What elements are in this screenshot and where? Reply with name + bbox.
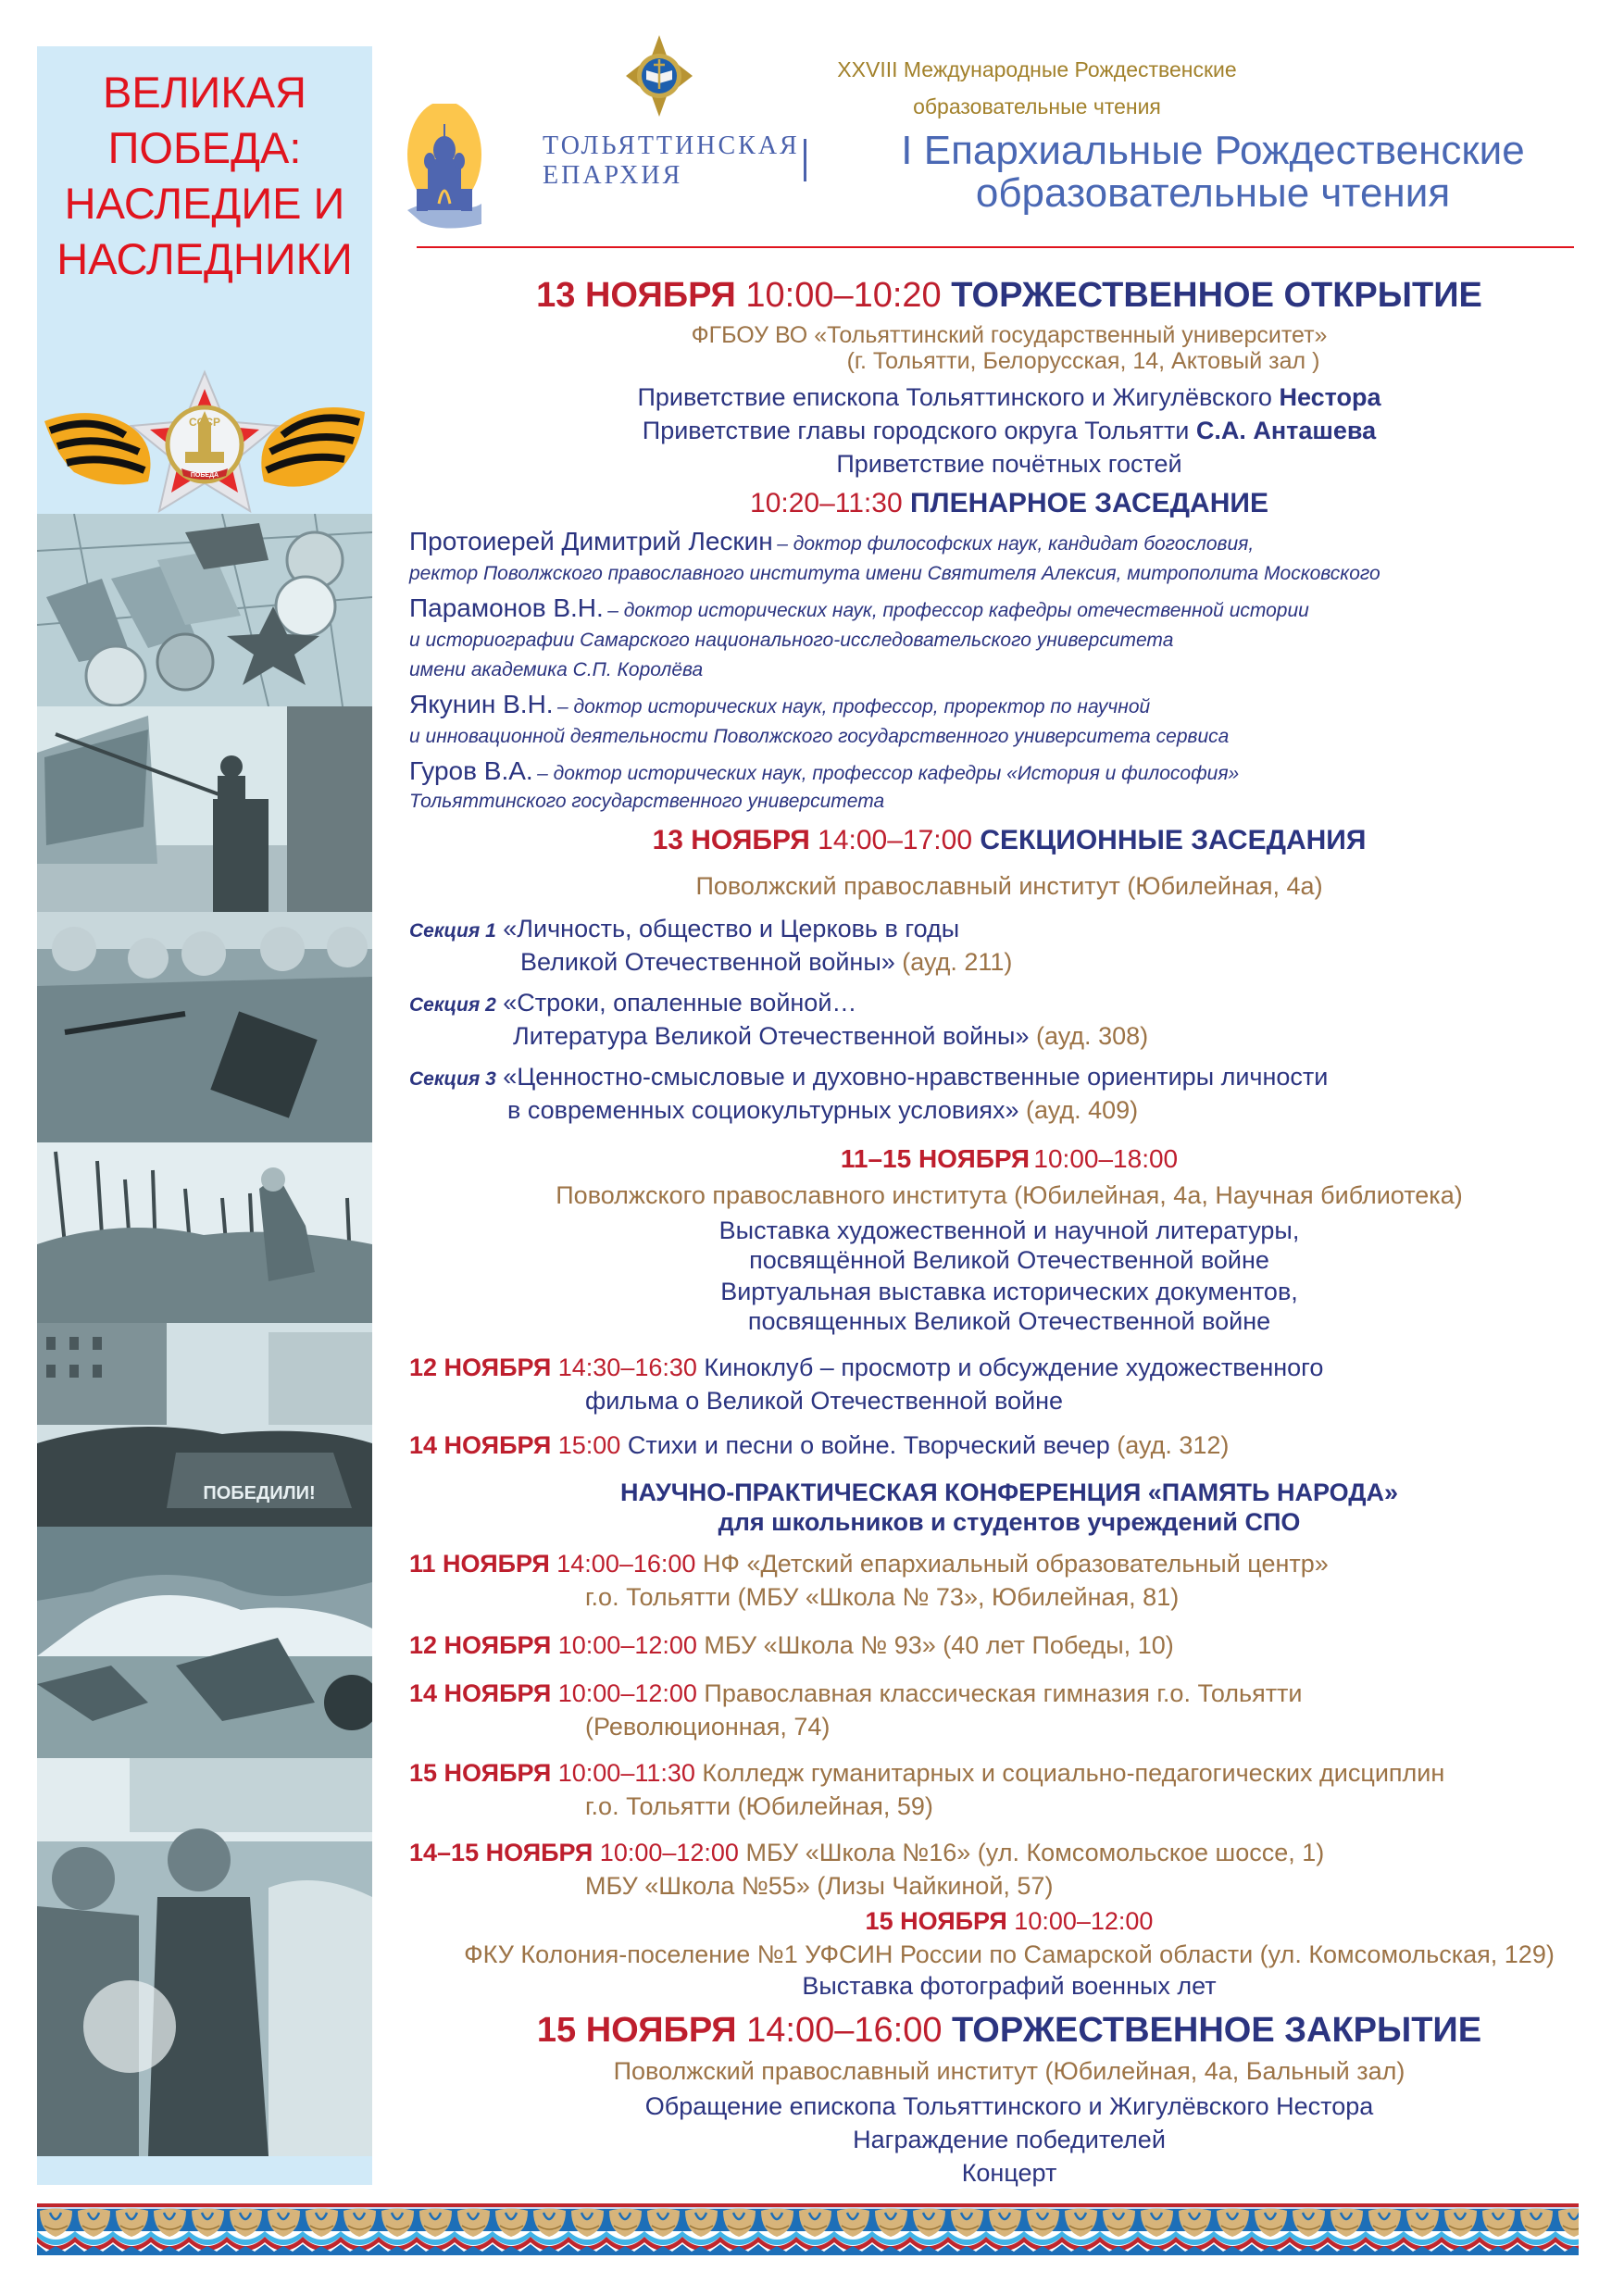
greeting-person: Нестора	[1279, 383, 1381, 411]
medal-top-text: СССР	[188, 416, 221, 429]
intl-readings-title-line1: XXVIII Международные Рождественские	[837, 57, 1237, 81]
exhibition-line: Виртуальная выставка исторических документов,	[720, 1278, 1298, 1305]
opening-venue: ФГБОУ ВО «Тольяттинский государственный университет»	[691, 322, 1328, 348]
section-room: (ауд. 211)	[902, 948, 1013, 976]
section-room: (ауд. 308)	[1036, 1022, 1149, 1050]
sidebar-title-line: ПОБЕДА:	[107, 123, 302, 172]
event-date: 15 НОЯБРЯ	[865, 1907, 1007, 1935]
header-divider	[804, 139, 806, 181]
section-item-cont	[507, 1094, 1138, 1126]
event-time: 10:00–10:20	[745, 276, 942, 315]
speaker-desc: имени академика С.П. Королёва	[409, 659, 704, 680]
plenary-heading	[407, 487, 1611, 520]
speaker-name: Протоиерей Димитрий Лескин	[409, 527, 773, 555]
diocese-cathedral-logo-icon	[407, 104, 481, 233]
closing-line: Награждение победителей	[853, 2126, 1166, 2153]
speaker-item	[409, 593, 1309, 624]
veterans-greeted-by-crowd-photo	[37, 1758, 372, 2156]
event-date: 14 НОЯБРЯ	[409, 1431, 552, 1459]
photo-exhibit-text: Выставка фотографий военных лет	[802, 1972, 1217, 2000]
exhibition-heading	[407, 1144, 1611, 1174]
event-venue: Православная классическая гимназия г.о. Тольятти	[704, 1679, 1303, 1707]
event-venue: МБУ «Школа №55» (Лизы Чайкиной, 57)	[585, 1872, 1054, 1900]
event-time: 10:00–12:00	[1014, 1907, 1154, 1935]
speaker-item	[409, 526, 1254, 557]
section-label: Секция 1	[409, 920, 496, 942]
poetry-item	[409, 1429, 1229, 1461]
section-title: «Личность, общество и Церковь в годы	[503, 915, 960, 942]
sidebar-title-line: ВЕЛИКАЯ	[103, 68, 306, 117]
diocese-name-line2: ЕПАРХИЯ	[543, 161, 683, 190]
event-time: 10:00–12:00	[557, 1631, 697, 1659]
tank-with-flowers-photo	[37, 1323, 372, 1527]
greeting-item: Приветствие епископа Тольяттинского и Жигулёвского Нестора	[637, 383, 1381, 411]
closing-line: Концерт	[961, 2159, 1057, 2187]
section-title: «Ценностно-смысловые и духовно-нравственные ориентиры личности	[503, 1063, 1329, 1091]
event-date: 14 НОЯБРЯ	[409, 1679, 552, 1707]
closing-line: Обращение епископа Тольяттинского и Жигулёвского Нестора	[644, 2092, 1374, 2120]
event-venue: МБУ «Школа № 93» (40 лет Победы, 10)	[704, 1631, 1174, 1659]
soldiers-with-accordion-photo	[37, 912, 372, 1142]
christmas-readings-emblem-icon	[626, 35, 693, 117]
section-item-cont	[520, 946, 1012, 978]
speaker-desc: – доктор исторических наук, профессор кафедры отечественной истории	[607, 600, 1309, 621]
event-venue: МБУ «Школа №16» (ул. Комсомольское шоссе, 1)	[745, 1839, 1325, 1866]
sections-venue: Поволжский православный институт (Юбилейная, 4а)	[695, 872, 1323, 900]
exhibition-line: посвященных Великой Отечественной войне	[747, 1307, 1271, 1335]
exhibition-line: Выставка художественной и научной литературы,	[718, 1217, 1300, 1244]
conference-subtitle: для школьников и студентов учреждений СПО	[718, 1508, 1301, 1536]
section-label: Секция 3	[409, 1068, 496, 1090]
conference-item	[409, 1837, 1324, 1868]
event-time: 14:00–16:00	[556, 1550, 696, 1578]
soldiers-celebrating-photo	[37, 1142, 372, 1323]
event-date: 15 НОЯБРЯ	[536, 2011, 737, 2050]
speaker-item	[409, 689, 1150, 720]
event-date: 13 НОЯБРЯ	[536, 276, 736, 315]
speaker-desc: ректор Поволжского православного института имени Святителя Алексия, митрополита Московского	[409, 563, 1380, 584]
event-date: 11 НОЯБРЯ	[409, 1550, 550, 1578]
artillery-crew-photo	[37, 1527, 372, 1758]
event-date: 14–15 НОЯБРЯ	[409, 1839, 593, 1866]
event-time: 10:00–12:00	[557, 1679, 697, 1707]
exhibition-venue: Поволжского православного института (Юбилейная, 4а, Научная библиотека)	[556, 1181, 1463, 1209]
speaker-desc: – доктор исторических наук, профессор, проректор по научной	[557, 696, 1151, 718]
sidebar-panel	[37, 46, 372, 2185]
header-rule	[417, 246, 1574, 248]
flag-over-reichstag-photo	[37, 706, 372, 912]
intl-readings-title-line2: образовательные чтения	[913, 94, 1161, 119]
event-venue: г.о. Тольятти (МБУ «Школа № 73», Юбилейная, 81)	[585, 1583, 1180, 1611]
greeting-item: Приветствие главы городского округа Тольятти С.А. Анташева	[642, 417, 1377, 444]
tank-caption: ПОБЕДИЛИ!	[203, 1483, 316, 1504]
sidebar-title	[37, 65, 372, 287]
sections-heading	[407, 824, 1611, 857]
speaker-desc: – доктор исторических наук, профессор кафедры «История и философия»	[537, 763, 1240, 784]
event-venue: Колледж гуманитарных и социально-педагогических дисциплин	[702, 1759, 1445, 1787]
opening-address: (г. Тольятти, Белорусская, 14, Актовый зал )	[846, 348, 1320, 374]
section-item	[409, 987, 856, 1018]
event-venue: НФ «Детский епархиальный образовательный центр»	[702, 1550, 1329, 1578]
event-title: ТОРЖЕСТВЕННОЕ ОТКРЫТИЕ	[951, 276, 1482, 315]
event-title: ТОРЖЕСТВЕННОЕ ЗАКРЫТИЕ	[952, 2011, 1482, 2050]
st-george-ribbon-left-icon	[44, 413, 151, 484]
conference-item	[409, 1629, 1174, 1661]
event-time: 10:00–18:00	[1033, 1144, 1179, 1173]
section-item	[409, 913, 959, 944]
section-title: Великой Отечественной войны»	[520, 948, 895, 976]
speaker-name: Гуров В.А.	[409, 756, 533, 785]
event-date: 15 НОЯБРЯ	[409, 1759, 552, 1787]
event-title: ПЛЕНАРНОЕ ЗАСЕДАНИЕ	[909, 488, 1268, 518]
sidebar-title-line: НАСЛЕДИЕ И	[64, 179, 345, 228]
event-text: Киноклуб – просмотр и обсуждение художественного	[704, 1354, 1324, 1381]
event-date: 12 НОЯБРЯ	[409, 1354, 552, 1381]
conference-title: НАУЧНО-ПРАКТИЧЕСКАЯ КОНФЕРЕНЦИЯ «ПАМЯТЬ НАРОДА»	[619, 1479, 1399, 1506]
opening-heading	[407, 274, 1611, 317]
diocese-name	[543, 131, 800, 191]
speaker-desc: – доктор философских наук, кандидат богословия,	[777, 533, 1255, 555]
event-text: Стихи и песни о войне. Творческий вечер	[627, 1431, 1110, 1459]
sidebar-title-line: НАСЛЕДНИКИ	[56, 234, 353, 283]
section-title: «Строки, опаленные войной…	[503, 989, 857, 1017]
speaker-name: Якунин В.Н.	[409, 690, 554, 718]
section-title: Литература Великой Отечественной войны»	[513, 1022, 1030, 1050]
closing-venue: Поволжский православный институт (Юбилейная, 4а, Бальный зал)	[613, 2057, 1405, 2085]
section-item	[409, 1061, 1328, 1092]
exhibition-line: посвящённой Великой Отечественной войне	[749, 1246, 1269, 1274]
event-venue: г.о. Тольятти (Юбилейная, 59)	[585, 1792, 933, 1820]
photo-exhibit-venue: ФКУ Колония-поселение №1 УФСИН России по Самарской области (ул. Комсомольская, 129)	[464, 1940, 1555, 1968]
speaker-desc: и историографии Самарского национального-исследовательского университета	[409, 630, 1174, 651]
photo-exhibit-heading	[407, 1905, 1611, 1937]
folk-ornament-border	[37, 2203, 1579, 2255]
event-room: (ауд. 312)	[1117, 1431, 1230, 1459]
section-item-cont	[513, 1020, 1148, 1052]
event-date: 13 НОЯБРЯ	[652, 825, 810, 855]
speaker-name: Парамонов В.Н.	[409, 593, 604, 622]
section-label: Секция 2	[409, 994, 496, 1016]
conference-item	[409, 1757, 1444, 1789]
conference-item	[409, 1678, 1303, 1709]
medal-ribbon-text: ПОБЕДА	[190, 472, 219, 479]
section-title: в современных социокультурных условиях»	[507, 1096, 1019, 1124]
event-date: 12 НОЯБРЯ	[409, 1631, 552, 1659]
diocese-name-line1: ТОЛЬЯТТИНСКАЯ	[543, 131, 800, 160]
greeting-person: С.А. Анташева	[1195, 417, 1377, 444]
event-time: 14:30–16:30	[557, 1354, 697, 1381]
event-time: 10:00–12:00	[599, 1839, 739, 1866]
medals-on-map-photo	[37, 514, 372, 706]
event-time: 15:00	[557, 1431, 621, 1459]
main-title-line1: I Епархиальные Рождественские	[901, 128, 1525, 173]
cinema-item	[409, 1352, 1323, 1383]
event-time: 10:00–11:30	[557, 1759, 695, 1787]
main-title-line2: образовательные чтения	[975, 170, 1451, 216]
event-date: 11–15 НОЯБРЯ	[840, 1144, 1030, 1173]
event-text: фильма о Великой Отечественной войне	[585, 1387, 1064, 1415]
conference-item	[409, 1548, 1329, 1579]
event-time: 10:20–11:30	[750, 488, 903, 518]
event-title: СЕКЦИОННЫЕ ЗАСЕДАНИЯ	[980, 825, 1367, 855]
st-george-ribbon-right-icon	[261, 407, 365, 487]
speaker-item	[409, 755, 1239, 787]
speaker-desc: Тольяттинского государственного университета	[409, 791, 885, 812]
section-room: (ауд. 409)	[1026, 1096, 1139, 1124]
speaker-desc: и инновационной деятельности Поволжского государственного университета сервиса	[409, 726, 1230, 747]
event-time: 14:00–17:00	[818, 825, 973, 855]
event-time: 14:00–16:00	[746, 2011, 943, 2050]
closing-heading	[407, 2009, 1611, 2052]
greeting-item: Приветствие почётных гостей	[836, 450, 1182, 478]
star-icon	[131, 372, 278, 511]
event-venue: (Революционная, 74)	[585, 1713, 831, 1741]
